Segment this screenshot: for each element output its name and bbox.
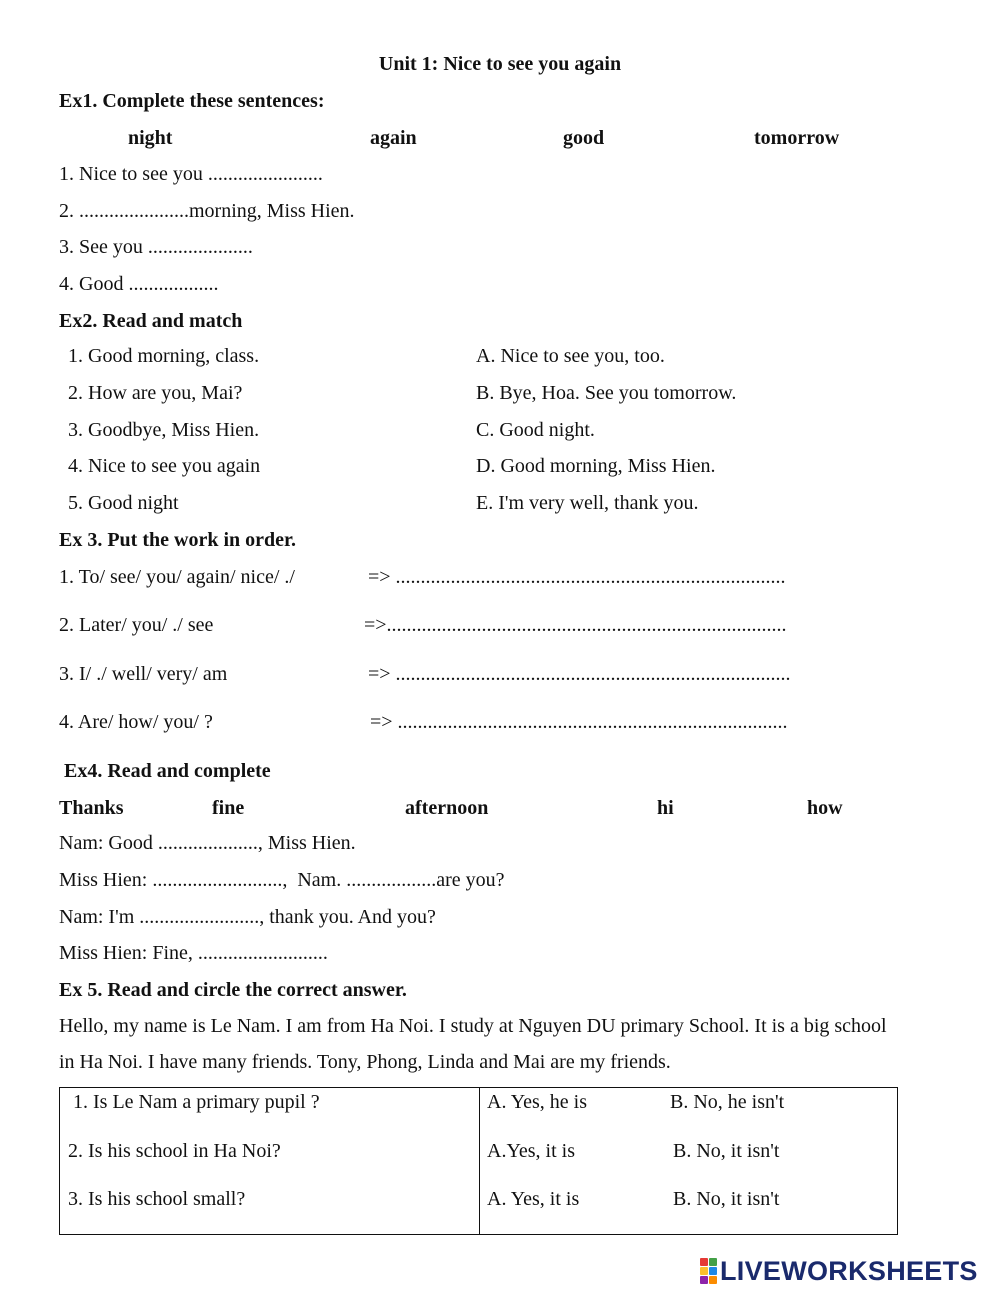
ex5-question: 3. Is his school small? xyxy=(68,1188,246,1210)
logo-text: LIVEWORKSHEETS xyxy=(720,1255,978,1286)
ex3-heading: Ex 3. Put the work in order. xyxy=(59,529,297,551)
ex2-right-item: A. Nice to see you, too. xyxy=(476,345,665,367)
ex4-word-bank-item: hi xyxy=(657,797,674,819)
ex5-option-a[interactable]: A. Yes, he is xyxy=(487,1091,588,1113)
ex1-word-bank-item: tomorrow xyxy=(754,127,840,149)
ex1-word-bank-item: good xyxy=(563,127,605,149)
ex1-heading: Ex1. Complete these sentences: xyxy=(59,90,325,112)
ex2-left-item: 1. Good morning, class. xyxy=(68,345,260,367)
ex5-option-b[interactable]: B. No, he isn't xyxy=(670,1091,785,1113)
ex3-words: 4. Are/ how/ you/ ? xyxy=(59,711,213,733)
ex5-question: 2. Is his school in Ha Noi? xyxy=(68,1140,281,1162)
ex1-sentence: 4. Good .................. xyxy=(59,273,219,295)
table-column-divider xyxy=(479,1088,480,1234)
ex2-left-item: 5. Good night xyxy=(68,492,179,514)
ex3-answer-line: => .............................................................................. xyxy=(370,711,788,733)
ex2-left-item: 2. How are you, Mai? xyxy=(68,382,243,404)
ex4-word-bank-item: fine xyxy=(212,797,245,819)
ex5-option-b[interactable]: B. No, it isn't xyxy=(673,1140,780,1162)
ex1-sentence: 2. ......................morning, Miss Hien. xyxy=(59,200,355,222)
ex2-left-item: 4. Nice to see you again xyxy=(68,455,261,477)
ex5-passage-line: Hello, my name is Le Nam. I am from Ha Noi. I study at Nguyen DU primary School. It is a big school xyxy=(59,1015,887,1037)
ex4-word-bank-item: how xyxy=(807,797,843,819)
liveworksheets-logo-icon xyxy=(700,1258,717,1284)
ex1-sentence: 1. Nice to see you ....................... xyxy=(59,163,323,185)
liveworksheets-logo[interactable] xyxy=(700,1255,978,1287)
ex2-right-item: C. Good night. xyxy=(476,419,595,441)
ex3-words: 1. To/ see/ you/ again/ nice/ ./ xyxy=(59,566,295,588)
ex2-left-item: 3. Goodbye, Miss Hien. xyxy=(68,419,260,441)
ex5-passage-line: in Ha Noi. I have many friends. Tony, Phong, Linda and Mai are my friends. xyxy=(59,1051,671,1073)
ex5-heading: Ex 5. Read and circle the correct answer. xyxy=(59,979,407,1001)
ex4-dialogue-line: Miss Hien: Fine, .......................... xyxy=(59,942,328,964)
ex4-dialogue-line: Miss Hien: .........................., Nam. ..................are you? xyxy=(59,869,505,891)
ex4-dialogue-line: Nam: I'm ........................, thank you. And you? xyxy=(59,906,436,928)
ex2-heading: Ex2. Read and match xyxy=(59,310,243,332)
ex1-word-bank-item: again xyxy=(370,127,417,149)
ex1-word-bank-item: night xyxy=(128,127,173,149)
ex3-words: 3. I/ ./ well/ very/ am xyxy=(59,663,228,685)
ex4-dialogue-line: Nam: Good ...................., Miss Hien. xyxy=(59,832,356,854)
ex3-words: 2. Later/ you/ ./ see xyxy=(59,614,214,636)
ex4-word-bank-item: Thanks xyxy=(59,797,124,819)
ex3-answer-line: => ............................................................................... xyxy=(368,663,791,685)
ex2-right-item: E. I'm very well, thank you. xyxy=(476,492,699,514)
ex5-option-b[interactable]: B. No, it isn't xyxy=(673,1188,780,1210)
ex1-sentence: 3. See you ..................... xyxy=(59,236,253,258)
ex5-question: 1. Is Le Nam a primary pupil ? xyxy=(68,1091,320,1113)
ex3-answer-line: => .............................................................................. xyxy=(368,566,786,588)
ex3-answer-line: =>................................................................................ xyxy=(364,614,787,636)
ex5-option-a[interactable]: A. Yes, it is xyxy=(487,1188,580,1210)
ex5-option-a[interactable]: A.Yes, it is xyxy=(487,1140,575,1162)
ex4-word-bank-item: afternoon xyxy=(405,797,489,819)
ex2-right-item: D. Good morning, Miss Hien. xyxy=(476,455,716,477)
page-title: Unit 1: Nice to see you again xyxy=(378,53,622,75)
ex4-heading: Ex4. Read and complete xyxy=(64,760,271,782)
ex2-right-item: B. Bye, Hoa. See you tomorrow. xyxy=(476,382,737,404)
